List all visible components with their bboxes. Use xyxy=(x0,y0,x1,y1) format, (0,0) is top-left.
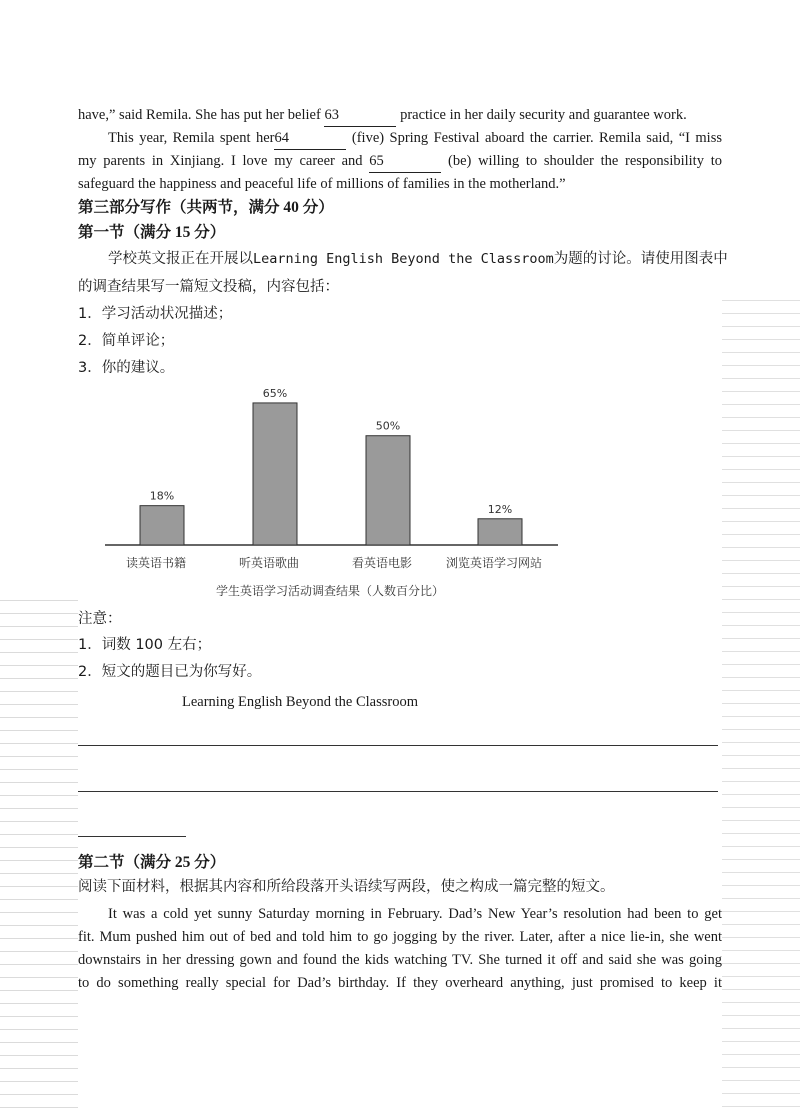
survey-bar-chart xyxy=(90,380,570,605)
cloze-text: my parents in Xinjiang. I love my career and xyxy=(78,153,370,169)
answer-line[interactable] xyxy=(78,836,186,837)
cloze-line-4: safeguard the happiness and peaceful life of millions of families in the motherland.” xyxy=(78,176,566,192)
bar-value-label: 18% xyxy=(149,489,175,503)
blank-63[interactable]: 63 xyxy=(324,104,396,127)
prompt-text: 为题的讨论。请使用图表中 xyxy=(553,251,728,267)
cloze-line-3 xyxy=(78,150,722,173)
bar-3 xyxy=(366,436,410,545)
blank-65[interactable]: 65 xyxy=(369,150,441,173)
passage-line-1: It was a cold yet sunny Saturday morning in February. Dad’s New Year’s resolution had been to get xyxy=(108,906,722,922)
chart-title: 学生英语学习活动调查结果（人数百分比） xyxy=(215,584,445,598)
blank-64[interactable]: 64 xyxy=(274,127,346,150)
answer-line[interactable] xyxy=(78,791,718,792)
cloze-line-1 xyxy=(78,104,687,127)
content-item-2: 2．简单评论； xyxy=(78,333,175,349)
prompt-text: 学校英文报正在开展以 xyxy=(108,251,253,267)
cloze-text: have,” said Remila. She has put her belief xyxy=(78,107,325,123)
cloze-text: practice in her daily security and guarantee work. xyxy=(396,107,687,123)
category-label: 听英语歌曲 xyxy=(238,556,300,570)
bar-1 xyxy=(140,506,184,545)
category-label: 浏览英语学习网站 xyxy=(445,556,543,570)
scan-artifact-right xyxy=(722,300,800,1108)
bar-2 xyxy=(253,403,297,545)
content-item-1: 1．学习活动状况描述； xyxy=(78,306,233,322)
section1-title: 第一节（满分 15 分） xyxy=(78,224,226,241)
section2-instruction: 阅读下面材料，根据其内容和所给段落开头语续写两段，使之构成一篇完整的短文。 xyxy=(78,879,615,895)
bar-4 xyxy=(478,519,522,545)
section1-prompt-line2: 的调查结果写一篇短文投稿，内容包括： xyxy=(78,279,339,295)
scan-artifact-left xyxy=(0,600,78,1108)
section2-title: 第二节（满分 25 分） xyxy=(78,854,226,871)
cloze-text: (five) Spring Festival aboard the carrier. Remila said, “I miss xyxy=(346,130,722,146)
part3-title: 第三部分写作（共两节，满分 40 分） xyxy=(78,199,334,216)
bar-value-label: 12% xyxy=(487,502,513,516)
note-2: 2．短文的题目已为你写好。 xyxy=(78,664,262,680)
category-label: 看英语电影 xyxy=(351,556,413,570)
bar-value-label: 50% xyxy=(375,419,401,433)
passage-line-3: downstairs in her dressing gown and found the kids watching TV. She turned it off and said she was going xyxy=(78,952,722,968)
passage-line-4: to do something really special for Dad’s birthday. If they overheard anything, just promised to keep it xyxy=(78,975,722,991)
notes-title: 注意： xyxy=(78,611,122,627)
cloze-text: (be) willing to shoulder the responsibility to xyxy=(441,153,722,169)
content-item-3: 3．你的建议。 xyxy=(78,360,175,376)
section1-prompt xyxy=(108,248,728,270)
cloze-text: This year, Remila spent her xyxy=(108,130,275,146)
prompt-topic: Learning English Beyond the Classroom xyxy=(253,251,554,267)
passage-line-2: fit. Mum pushed him out of bed and told him to go jogging by the river. Later, after a nice lie-in, she went xyxy=(78,929,722,945)
answer-line[interactable] xyxy=(78,745,718,746)
bar-value-label: 65% xyxy=(262,386,288,400)
essay-title: Learning English Beyond the Classroom xyxy=(182,694,418,710)
note-1: 1．词数 100 左右； xyxy=(78,637,212,653)
cloze-line-2 xyxy=(78,127,722,150)
category-label: 读英语书籍 xyxy=(125,556,187,570)
